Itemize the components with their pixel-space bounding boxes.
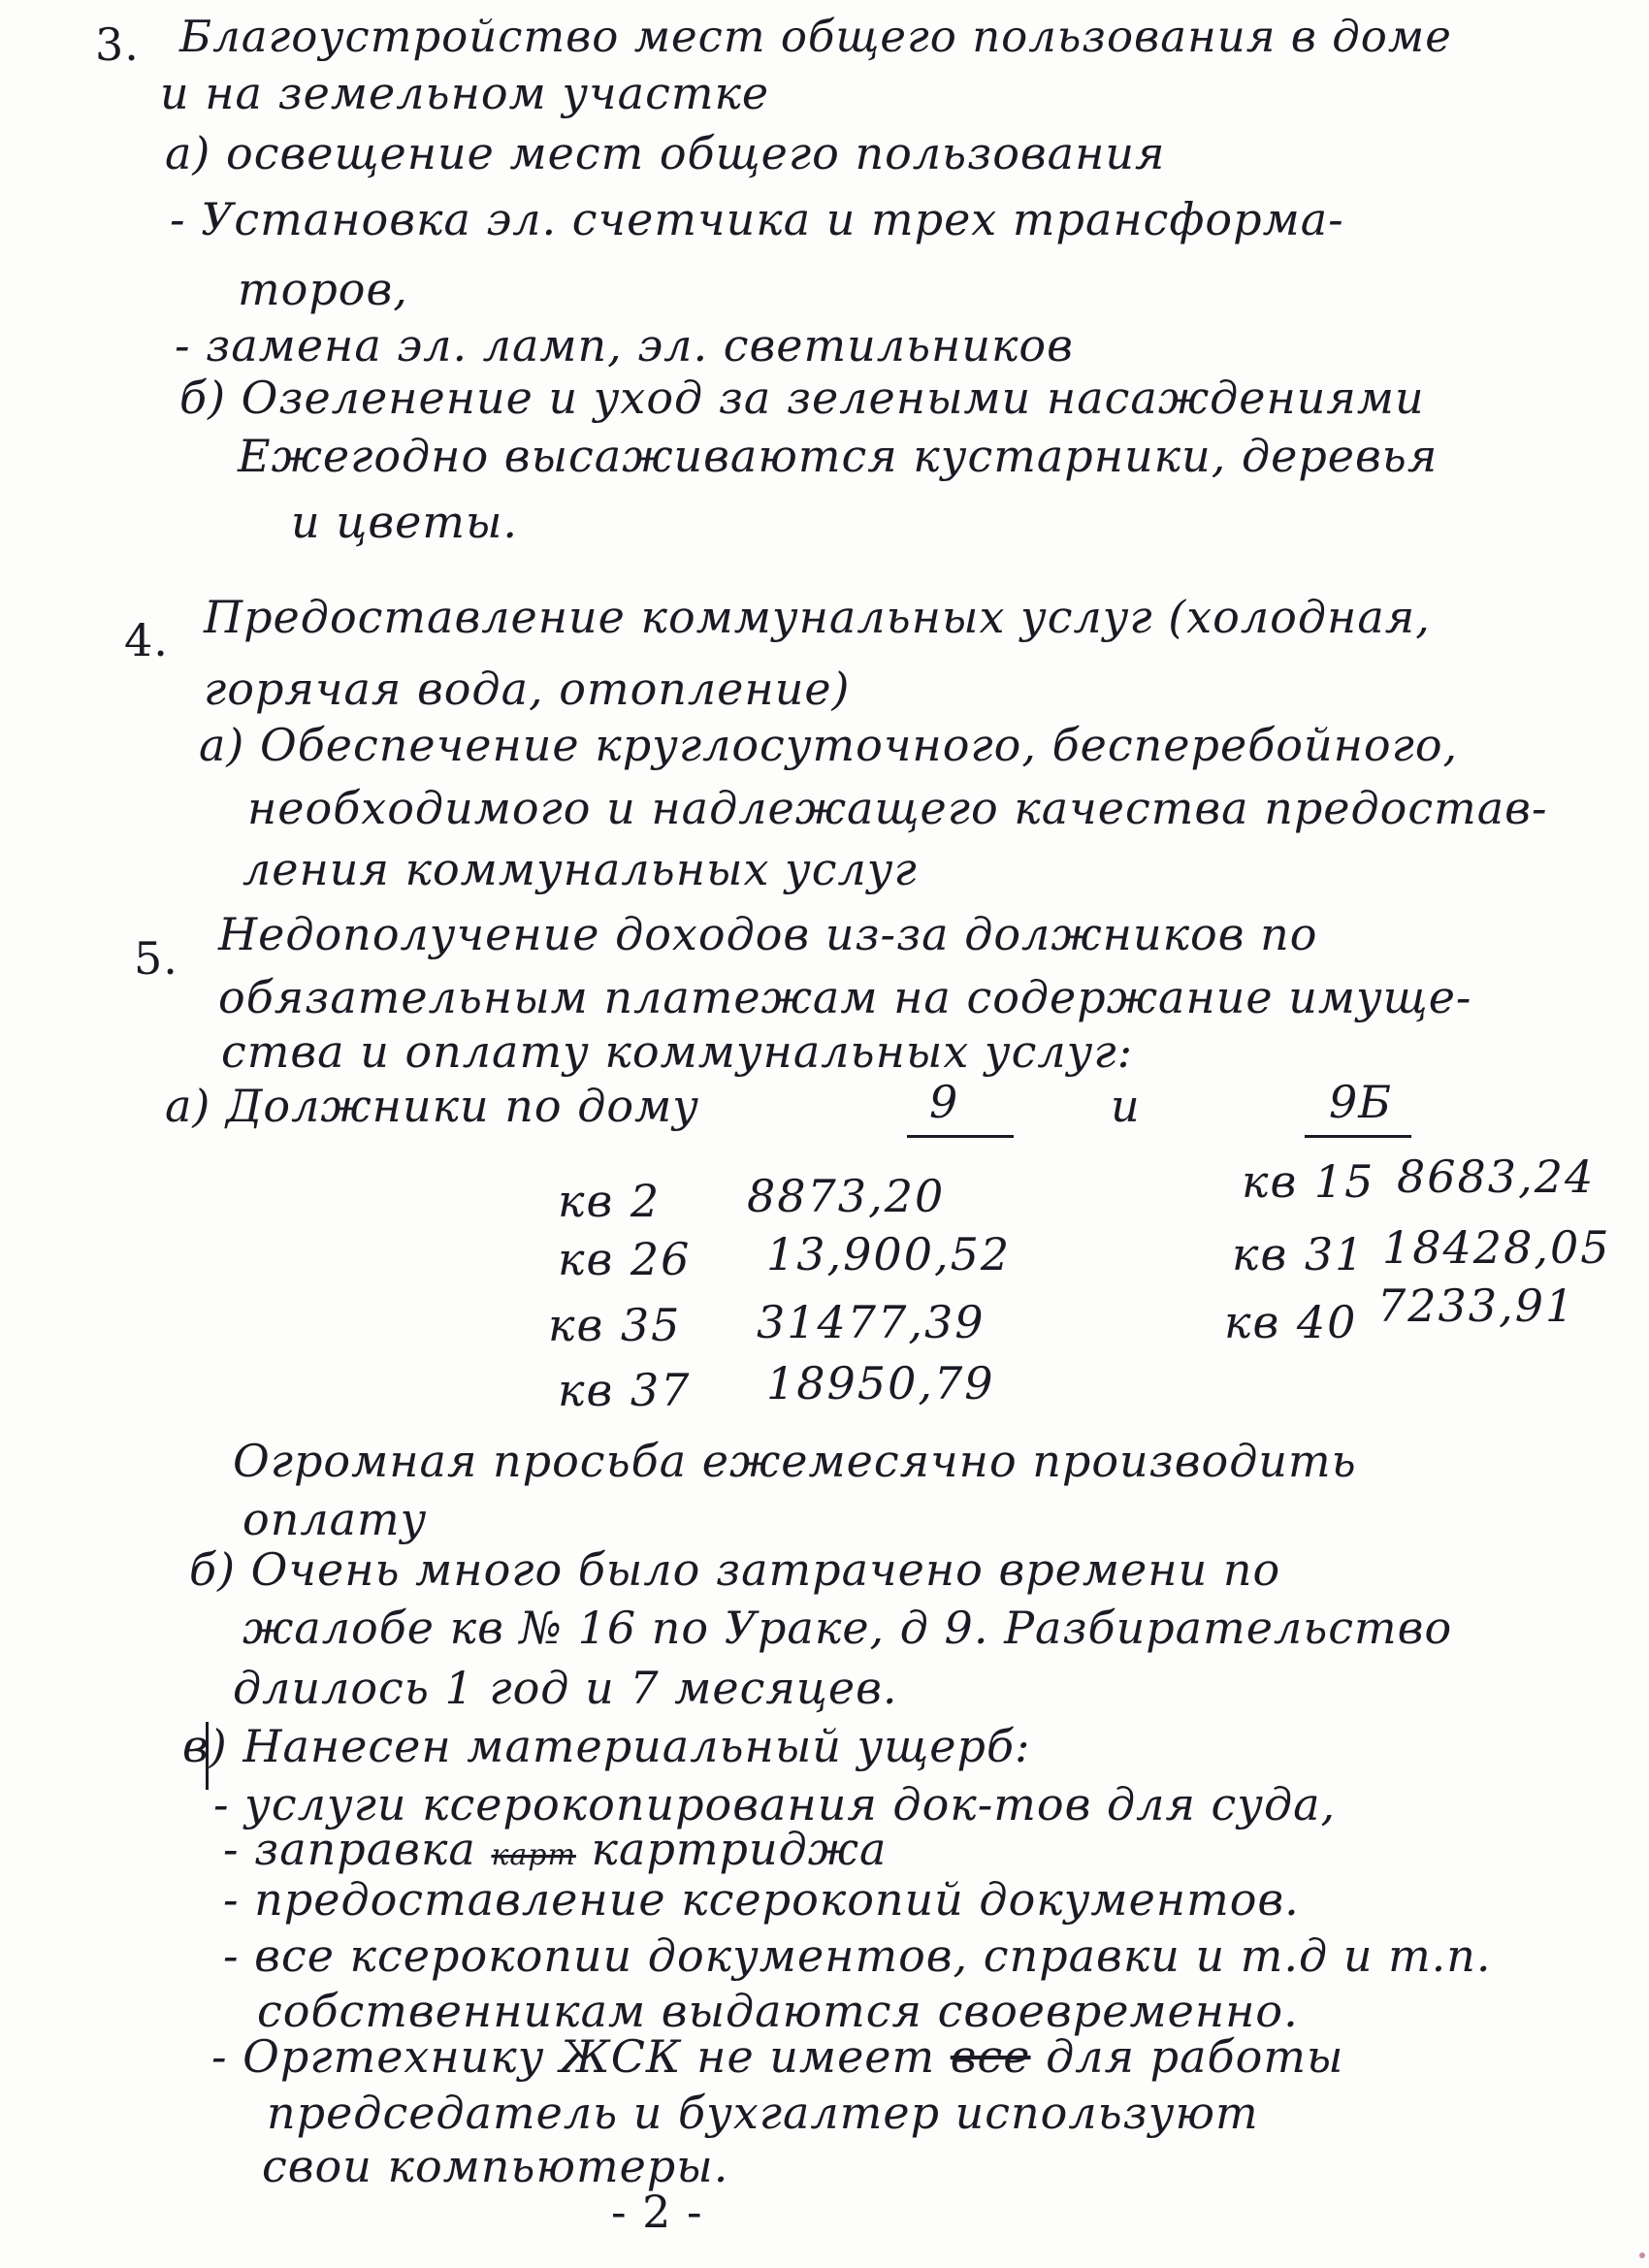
section-5-title-line-3: ства и оплату коммунальных услуг: <box>221 1025 1134 1078</box>
section-5-item-b-line-3: длилось 1 год и 7 месяцев. <box>233 1662 898 1714</box>
debt-amount: 7233,91 <box>1377 1280 1576 1332</box>
ink-speck <box>1639 2252 1645 2258</box>
page-number: - 2 - <box>611 2186 703 2238</box>
section-5-number: 5. <box>134 932 178 985</box>
debt-apt: кв 40 <box>1224 1296 1358 1348</box>
damage-item <box>211 2029 1343 2084</box>
damage-item: свои компьютеры. <box>262 2140 729 2192</box>
section-3-title-line-1: Благоустройство мест общего пользования в доме <box>179 11 1452 62</box>
debt-apt: кв 31 <box>1232 1228 1366 1280</box>
section-5-item-a-label: а) Должники по дому <box>165 1080 699 1132</box>
debt-amount: 18428,05 <box>1382 1221 1611 1274</box>
damage-item: - предоставление ксерокопий документов. <box>223 1873 1300 1926</box>
section-5-title-line-2: обязательным платежам на содержание имуще- <box>218 971 1472 1023</box>
and-conjunction: и <box>1111 1080 1141 1132</box>
section-4-number: 4. <box>124 614 169 666</box>
section-3-number: 3. <box>95 18 140 71</box>
section-3-item-b-line-1: б) Озеленение и уход за зелеными насаждениями <box>179 372 1425 424</box>
damage-item-struck-word: все <box>950 2030 1031 2083</box>
debt-amount: 8873,20 <box>747 1170 946 1222</box>
payment-request-line-2: оплату <box>242 1493 428 1545</box>
damage-item-prefix: - Оргтехнику ЖСК не имеет <box>211 2030 936 2083</box>
section-3-item-a-1-line-1: - Установка эл. счетчика и трех трансформа- <box>170 193 1344 245</box>
section-4-item-a-line-2: необходимого и надлежащего качества предостав- <box>247 782 1548 834</box>
debt-apt: кв 37 <box>558 1364 692 1416</box>
house-number-2: 9Б <box>1329 1076 1393 1128</box>
section-3-item-a-1-line-2: торов, <box>238 263 408 315</box>
debt-apt: кв 26 <box>558 1233 692 1285</box>
debt-apt: кв 2 <box>558 1175 662 1227</box>
section-5-item-v-title: в) Нанесен материальный ущерб: <box>182 1720 1031 1772</box>
debt-amount: 8683,24 <box>1397 1150 1596 1203</box>
damage-item: - все ксерокопии документов, справки и т.д и т.п. <box>223 1929 1492 1982</box>
section-3-item-a-2: - замена эл. ламп, эл. светильников <box>175 319 1074 372</box>
house-number-2-underline <box>1305 1135 1411 1138</box>
debt-amount: 13,900,52 <box>766 1228 1012 1280</box>
payment-request-line-1: Огромная просьба ежемесячно производить <box>233 1435 1357 1487</box>
section-5-title-line-1: Недополучение доходов из-за должников по <box>218 908 1318 960</box>
debt-amount: 31477,39 <box>757 1296 986 1348</box>
damage-item-suffix: картриджа <box>591 1823 888 1875</box>
section-3-item-a: а) освещение мест общего пользования <box>165 127 1166 179</box>
damage-item-struck-word: карт <box>491 1838 576 1872</box>
section-4-item-a-line-3: ления коммунальных услуг <box>242 843 918 895</box>
section-5-item-b-line-2: жалобе кв № 16 по Ураке, д 9. Разбирательство <box>242 1602 1453 1654</box>
section-5-item-b-line-1: б) Очень много было затрачено времени по <box>189 1543 1281 1596</box>
house-number-1: 9 <box>929 1076 959 1128</box>
section-3-item-b-line-3: и цветы. <box>291 496 519 548</box>
debt-apt: кв 15 <box>1242 1155 1375 1208</box>
debt-amount: 18950,79 <box>766 1357 995 1409</box>
section-4-title-line-2: горячая вода, отопление) <box>204 663 851 715</box>
house-number-1-underline <box>907 1135 1014 1138</box>
damage-item: председатель и бухгалтер используют <box>267 2087 1259 2139</box>
damage-item: - услуги ксерокопирования док-тов для суда, <box>213 1778 1337 1831</box>
debt-apt: кв 35 <box>548 1299 682 1351</box>
section-3-item-b-line-2: Ежегодно высаживаются кустарники, деревья <box>238 430 1439 482</box>
section-4-item-a-line-1: а) Обеспечение круглосуточного, бесперебойного, <box>199 719 1459 771</box>
damage-item: собственникам выдаются своевременно. <box>257 1985 1299 2037</box>
section-4-title-line-1: Предоставление коммунальных услуг (холодная, <box>204 591 1431 643</box>
section-3-title-line-2: и на земельном участке <box>160 67 770 119</box>
damage-item-prefix: - заправка <box>223 1823 476 1875</box>
damage-item-suffix: для работы <box>1046 2030 1344 2083</box>
